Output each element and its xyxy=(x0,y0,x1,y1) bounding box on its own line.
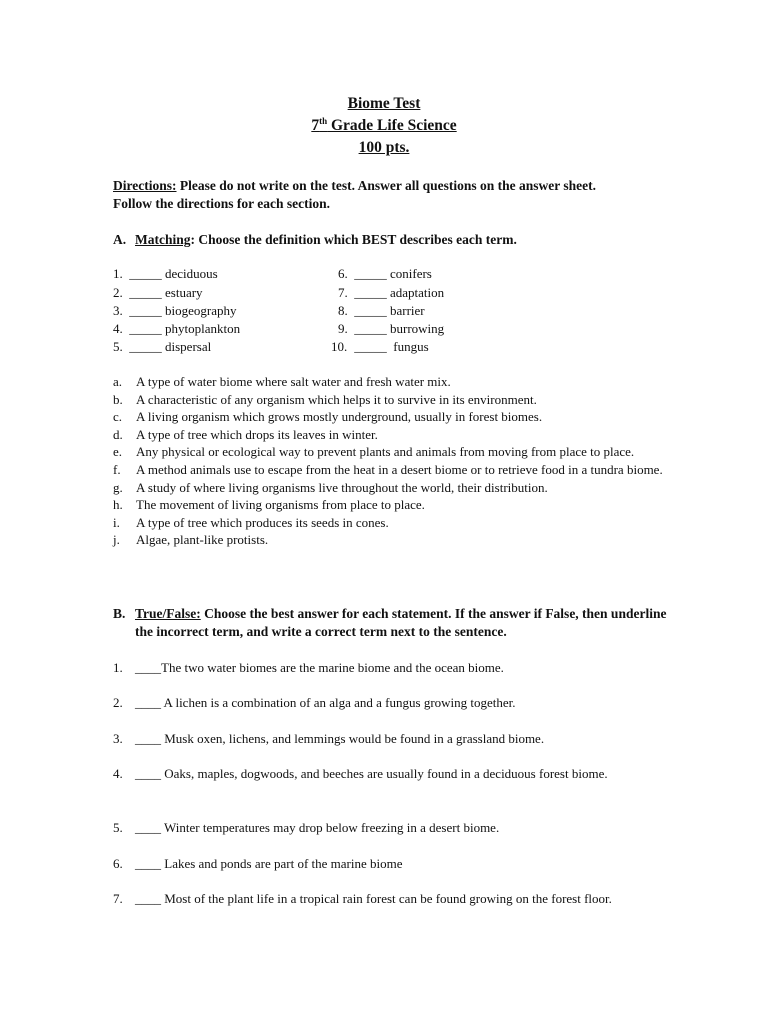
item-text: ____ Musk oxen, lichens, and lemmings would be found in a grassland biome. xyxy=(135,731,545,746)
item-text: ____ Most of the plant life in a tropical rain forest can be found growing on the forest floor. xyxy=(135,891,612,906)
answer-blank: _____ xyxy=(354,285,387,300)
definition-text: Any physical or ecological way to prevent plants and animals from moving from place to place. xyxy=(136,444,635,460)
answer-blank: _____ xyxy=(354,321,387,336)
item-number: 7. xyxy=(338,285,348,300)
answer-blank: _____ xyxy=(129,266,162,281)
matching-item xyxy=(338,265,432,283)
section-b-body xyxy=(135,605,673,641)
item-number: 3. xyxy=(113,303,123,318)
term: deciduous xyxy=(165,266,218,281)
item-number: 10. xyxy=(331,339,348,354)
matching-item xyxy=(331,338,429,356)
directions-text: Please do not write on the test. Answer all questions on the answer sheet. Follow the directions for each section. xyxy=(113,178,596,211)
answer-blank: _____ xyxy=(354,266,387,281)
item-text: ____The two water biomes are the marine biome and the ocean biome. xyxy=(135,660,504,675)
item-text: ____ A lichen is a combination of an alga and a fungus growing together. xyxy=(135,695,516,710)
item-number: 2. xyxy=(113,695,123,710)
answer-blank: _____ xyxy=(354,303,387,318)
term: estuary xyxy=(165,285,203,300)
section-b-instruction: Choose the best answer for each statement. If the answer if False, then underline the incorrect term, and write a correct term next to the sentence. xyxy=(135,606,667,639)
definition-item xyxy=(113,479,673,497)
definition-letter: g. xyxy=(113,479,123,495)
item-number: 2. xyxy=(113,285,123,300)
definition-text: A type of water biome where salt water and fresh water mix. xyxy=(136,374,451,389)
item-text: ____ Lakes and ponds are part of the marine biome xyxy=(135,856,403,871)
section-a-instruction: : Choose the definition which BEST describes each term. xyxy=(190,232,517,247)
matching-item xyxy=(338,320,444,338)
true-false-item xyxy=(113,819,673,837)
term: conifers xyxy=(390,266,432,281)
definition-text: A type of tree which drops its leaves in winter. xyxy=(136,426,378,442)
test-subtitle xyxy=(0,116,768,135)
section-a-title: Matching xyxy=(135,232,191,247)
item-number: 3. xyxy=(113,731,123,746)
answer-blank: _____ xyxy=(354,339,387,354)
true-false-item xyxy=(113,730,673,748)
term: phytoplankton xyxy=(165,321,241,336)
item-text: ____ Oaks, maples, dogwoods, and beeches are usually found in a deciduous forest biome. xyxy=(135,766,608,781)
term: biogeography xyxy=(165,303,237,318)
item-number: 1. xyxy=(113,660,123,675)
answer-blank: _____ xyxy=(129,321,162,336)
definition-letter: a. xyxy=(113,374,123,389)
matching-item xyxy=(113,320,240,338)
term: adaptation xyxy=(390,285,445,300)
section-a-letter: A. xyxy=(113,232,127,247)
item-number: 4. xyxy=(113,321,123,336)
true-false-item xyxy=(113,855,673,873)
section-b-letter: B. xyxy=(113,606,126,621)
directions-label: Directions: xyxy=(113,178,177,193)
test-title: Biome Test xyxy=(347,95,421,112)
definition-text: A type of tree which produces its seeds in cones. xyxy=(136,514,389,530)
definition-letter: d. xyxy=(113,426,123,442)
item-number: 1. xyxy=(113,266,123,281)
true-false-item xyxy=(113,659,673,677)
definition-letter: h. xyxy=(113,497,123,513)
matching-item xyxy=(113,338,211,356)
true-false-item xyxy=(113,765,673,783)
item-text: ____ Winter temperatures may drop below freezing in a desert biome. xyxy=(135,820,500,835)
item-number: 4. xyxy=(113,766,123,781)
item-number: 7. xyxy=(113,891,123,906)
definition-item xyxy=(113,373,673,391)
definition-letter: c. xyxy=(113,409,123,425)
item-number: 8. xyxy=(338,303,348,318)
true-false-item xyxy=(113,694,673,712)
item-number: 6. xyxy=(338,266,348,281)
definition-item xyxy=(113,391,673,409)
item-number: 9. xyxy=(338,321,348,336)
definition-item xyxy=(113,531,673,549)
definition-letter: j. xyxy=(113,532,120,548)
definitions-list xyxy=(113,373,673,549)
true-false-item xyxy=(113,890,673,908)
definition-item xyxy=(113,408,673,426)
grade-superscript: th xyxy=(319,115,328,126)
definition-letter: b. xyxy=(113,391,123,407)
definition-item xyxy=(113,443,673,461)
item-number: 5. xyxy=(113,339,123,354)
test-points: 100 pts. xyxy=(358,139,410,156)
term: barrier xyxy=(390,303,425,318)
definition-item xyxy=(113,496,673,514)
matching-item xyxy=(113,284,203,302)
definition-letter: f. xyxy=(113,461,121,477)
definition-item xyxy=(113,514,673,532)
term: fungus xyxy=(390,339,429,354)
answer-blank: _____ xyxy=(129,285,162,300)
item-number: 6. xyxy=(113,856,123,871)
matching-item xyxy=(113,302,236,320)
definition-letter: e. xyxy=(113,444,123,460)
answer-blank: _____ xyxy=(129,303,162,318)
definition-text: A characteristic of any organism which helps it to survive in its environment. xyxy=(136,391,537,407)
answer-blank: _____ xyxy=(129,339,162,354)
definition-text: A method animals use to escape from the heat in a desert biome or to retrieve food in a tundra biome. xyxy=(136,461,663,477)
matching-item xyxy=(338,284,444,302)
definition-item xyxy=(113,426,673,444)
item-number: 5. xyxy=(113,820,123,835)
term: dispersal xyxy=(165,339,212,354)
term: burrowing xyxy=(390,321,445,336)
matching-item xyxy=(113,265,218,283)
matching-item xyxy=(338,302,425,320)
directions xyxy=(113,177,633,213)
section-a-heading xyxy=(113,231,517,249)
definition-text: A living organism which grows mostly underground, usually in forest biomes. xyxy=(136,409,543,425)
grade-number: 7 xyxy=(311,117,320,134)
section-b-heading xyxy=(113,605,673,641)
definition-text: Algae, plant-like protists. xyxy=(136,532,269,548)
grade-course: Grade Life Science xyxy=(327,117,457,134)
section-b-title: True/False: xyxy=(135,606,201,621)
definition-text: A study of where living organisms live throughout the world, their distribution. xyxy=(136,479,548,495)
definition-letter: i. xyxy=(113,514,120,530)
definition-text: The movement of living organisms from place to place. xyxy=(136,497,425,513)
definition-item xyxy=(113,461,673,479)
